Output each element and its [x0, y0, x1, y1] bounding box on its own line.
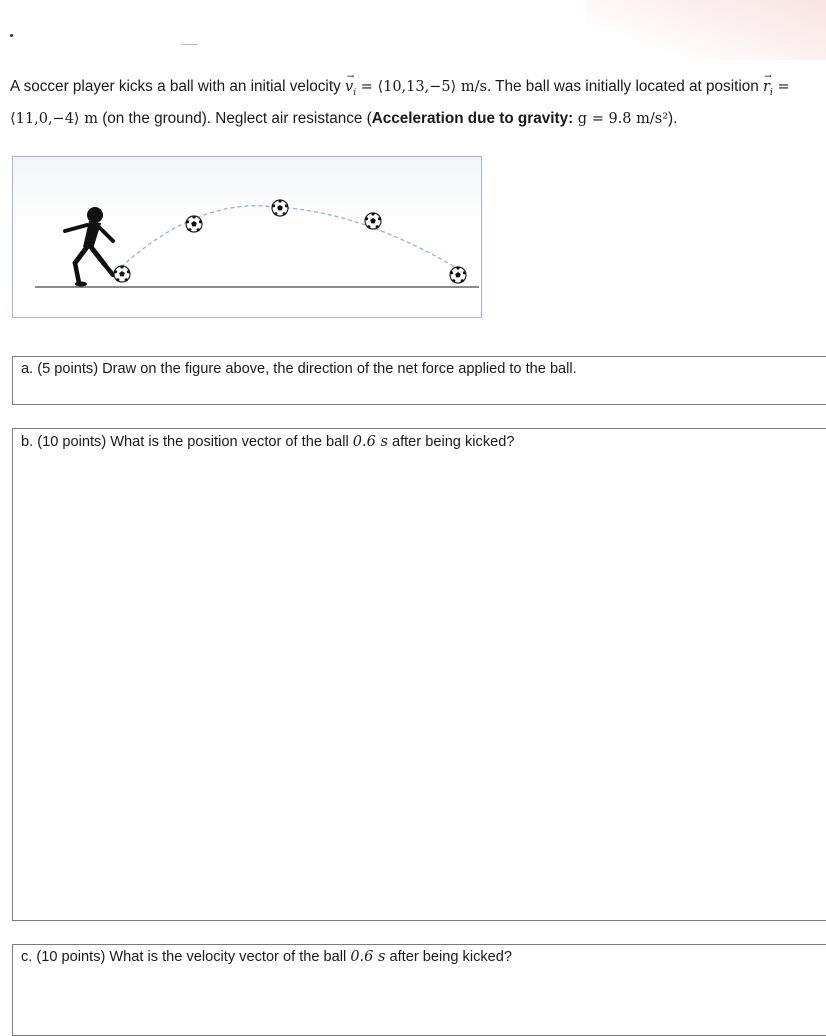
trajectory-figure[interactable]	[12, 156, 482, 318]
velocity-symbol: → $v_i$	[345, 75, 356, 106]
gravity-value: g = 9.8 m/s²	[573, 110, 669, 127]
gravity-label: Acceleration due to gravity:	[371, 109, 574, 127]
velocity-value: = ⟨10,13,−5⟩ m/s	[356, 79, 487, 95]
soccer-ball-icon	[272, 199, 288, 216]
question-c-box[interactable]	[12, 944, 826, 1036]
soccer-ball-icon	[114, 265, 130, 282]
intro-text-4: ).	[668, 109, 678, 127]
intro-text-3: (on the ground). Neglect air resistance (	[97, 109, 372, 127]
question-c-text: c. (10 points) What is the velocity vector of the ball 0.6 s after being kicked?	[21, 949, 513, 965]
soccer-ball-icon	[186, 215, 202, 232]
question-a-text: a. (5 points) Draw on the figure above, the direction of the net force applied to the ball.	[21, 361, 577, 377]
top-rule	[182, 44, 198, 45]
stray-mark	[10, 34, 13, 37]
initial-velocity-expression	[344, 79, 487, 98]
question-c-time: 0.6 s	[350, 949, 386, 965]
intro-text-2: . The ball was initially located at position	[486, 78, 764, 95]
intro-text-1: A soccer player kicks a ball with an initial velocity	[10, 78, 345, 95]
question-b-text: b. (10 points) What is the position vector of the ball 0.6 s after being kicked?	[21, 434, 515, 450]
position-value: = ⟨11,0,−4⟩ m	[10, 79, 790, 127]
soccer-player-icon	[65, 207, 113, 287]
soccer-ball-icon	[365, 212, 381, 229]
question-b-time: 0.6 s	[352, 434, 388, 450]
question-a-box[interactable]	[12, 356, 826, 405]
trajectory-drawing	[13, 157, 483, 319]
question-b-box[interactable]	[12, 428, 826, 921]
trajectory-path	[121, 206, 455, 267]
corner-tint	[586, 0, 826, 60]
position-symbol: → $r_i$	[763, 75, 773, 106]
problem-statement	[10, 74, 822, 132]
soccer-ball-icon	[450, 266, 466, 283]
